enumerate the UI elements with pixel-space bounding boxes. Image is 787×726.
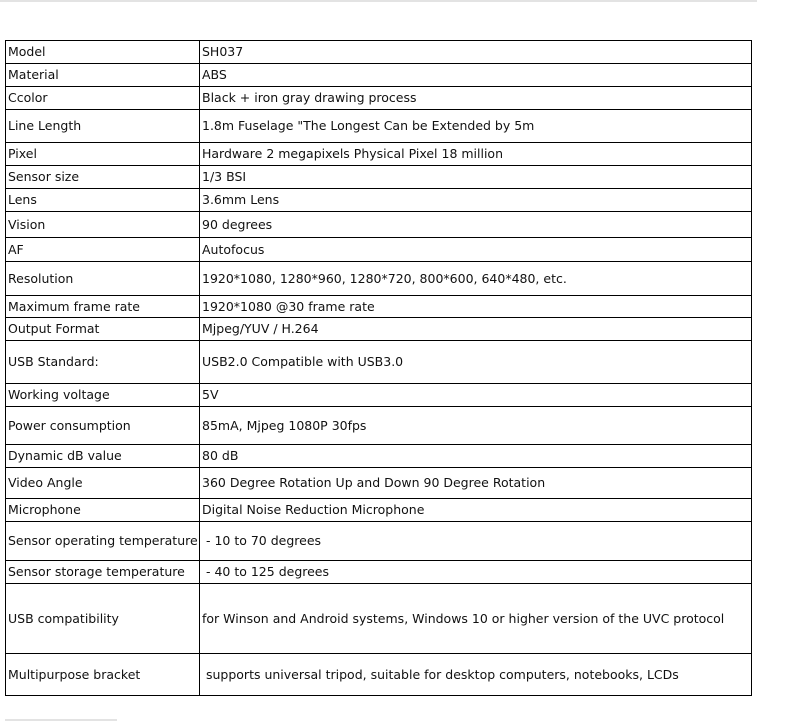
spec-value: - 10 to 70 degrees xyxy=(200,522,752,561)
spec-label: Maximum frame rate xyxy=(6,296,200,318)
table-row xyxy=(6,189,752,212)
spec-value: 1/3 BSI xyxy=(200,166,752,189)
table-row xyxy=(6,654,752,696)
spec-label: Microphone xyxy=(6,499,200,522)
spec-label: Sensor size xyxy=(6,166,200,189)
spec-value: 1920*1080, 1280*960, 1280*720, 800*600, 640*480, etc. xyxy=(200,262,752,296)
spec-value: 1920*1080 @30 frame rate xyxy=(200,296,752,318)
spec-label: Model xyxy=(6,41,200,64)
spec-label: Power consumption xyxy=(6,407,200,445)
spec-value: 5V xyxy=(200,384,752,407)
spec-label: Working voltage xyxy=(6,384,200,407)
spec-value: - 40 to 125 degrees xyxy=(200,561,752,584)
spec-value: for Winson and Android systems, Windows 10 or higher version of the UVC protocol xyxy=(200,584,752,654)
spec-table xyxy=(5,40,752,696)
spec-label: Resolution xyxy=(6,262,200,296)
spec-value: Black + iron gray drawing process xyxy=(200,87,752,110)
table-row xyxy=(6,584,752,654)
spec-value: 360 Degree Rotation Up and Down 90 Degree Rotation xyxy=(200,468,752,499)
table-row xyxy=(6,238,752,262)
spec-label: Vision xyxy=(6,212,200,238)
spec-label: USB Standard: xyxy=(6,341,200,384)
table-row xyxy=(6,110,752,143)
spec-label: AF xyxy=(6,238,200,262)
table-row xyxy=(6,262,752,296)
table-row xyxy=(6,41,752,64)
bottom-divider xyxy=(5,719,117,721)
spec-value: ABS xyxy=(200,64,752,87)
table-row xyxy=(6,296,752,318)
top-divider xyxy=(0,0,757,2)
spec-value: Mjpeg/YUV / H.264 xyxy=(200,318,752,341)
spec-value: 80 dB xyxy=(200,445,752,468)
table-row xyxy=(6,407,752,445)
spec-label: Line Length xyxy=(6,110,200,143)
spec-value: 90 degrees xyxy=(200,212,752,238)
spec-value: SH037 xyxy=(200,41,752,64)
spec-value: 85mA, Mjpeg 1080P 30fps xyxy=(200,407,752,445)
table-row xyxy=(6,522,752,561)
spec-label: Ccolor xyxy=(6,87,200,110)
table-row xyxy=(6,143,752,166)
table-row xyxy=(6,445,752,468)
table-row xyxy=(6,384,752,407)
spec-value: USB2.0 Compatible with USB3.0 xyxy=(200,341,752,384)
table-row xyxy=(6,318,752,341)
spec-label: Output Format xyxy=(6,318,200,341)
spec-value: 1.8m Fuselage "The Longest Can be Extended by 5m xyxy=(200,110,752,143)
spec-value: Digital Noise Reduction Microphone xyxy=(200,499,752,522)
spec-value: Autofocus xyxy=(200,238,752,262)
table-row xyxy=(6,561,752,584)
spec-label: Dynamic dB value xyxy=(6,445,200,468)
spec-label: Sensor storage temperature xyxy=(6,561,200,584)
spec-label: Video Angle xyxy=(6,468,200,499)
spec-label: Material xyxy=(6,64,200,87)
table-row xyxy=(6,87,752,110)
spec-label: Lens xyxy=(6,189,200,212)
spec-value: supports universal tripod, suitable for desktop computers, notebooks, LCDs xyxy=(200,654,752,696)
table-row xyxy=(6,468,752,499)
table-row xyxy=(6,166,752,189)
table-row xyxy=(6,212,752,238)
table-row xyxy=(6,64,752,87)
spec-value: 3.6mm Lens xyxy=(200,189,752,212)
table-row xyxy=(6,499,752,522)
spec-label: Multipurpose bracket xyxy=(6,654,200,696)
spec-label: Pixel xyxy=(6,143,200,166)
spec-label: USB compatibility xyxy=(6,584,200,654)
spec-label: Sensor operating temperature xyxy=(6,522,200,561)
table-row xyxy=(6,341,752,384)
spec-value: Hardware 2 megapixels Physical Pixel 18 million xyxy=(200,143,752,166)
